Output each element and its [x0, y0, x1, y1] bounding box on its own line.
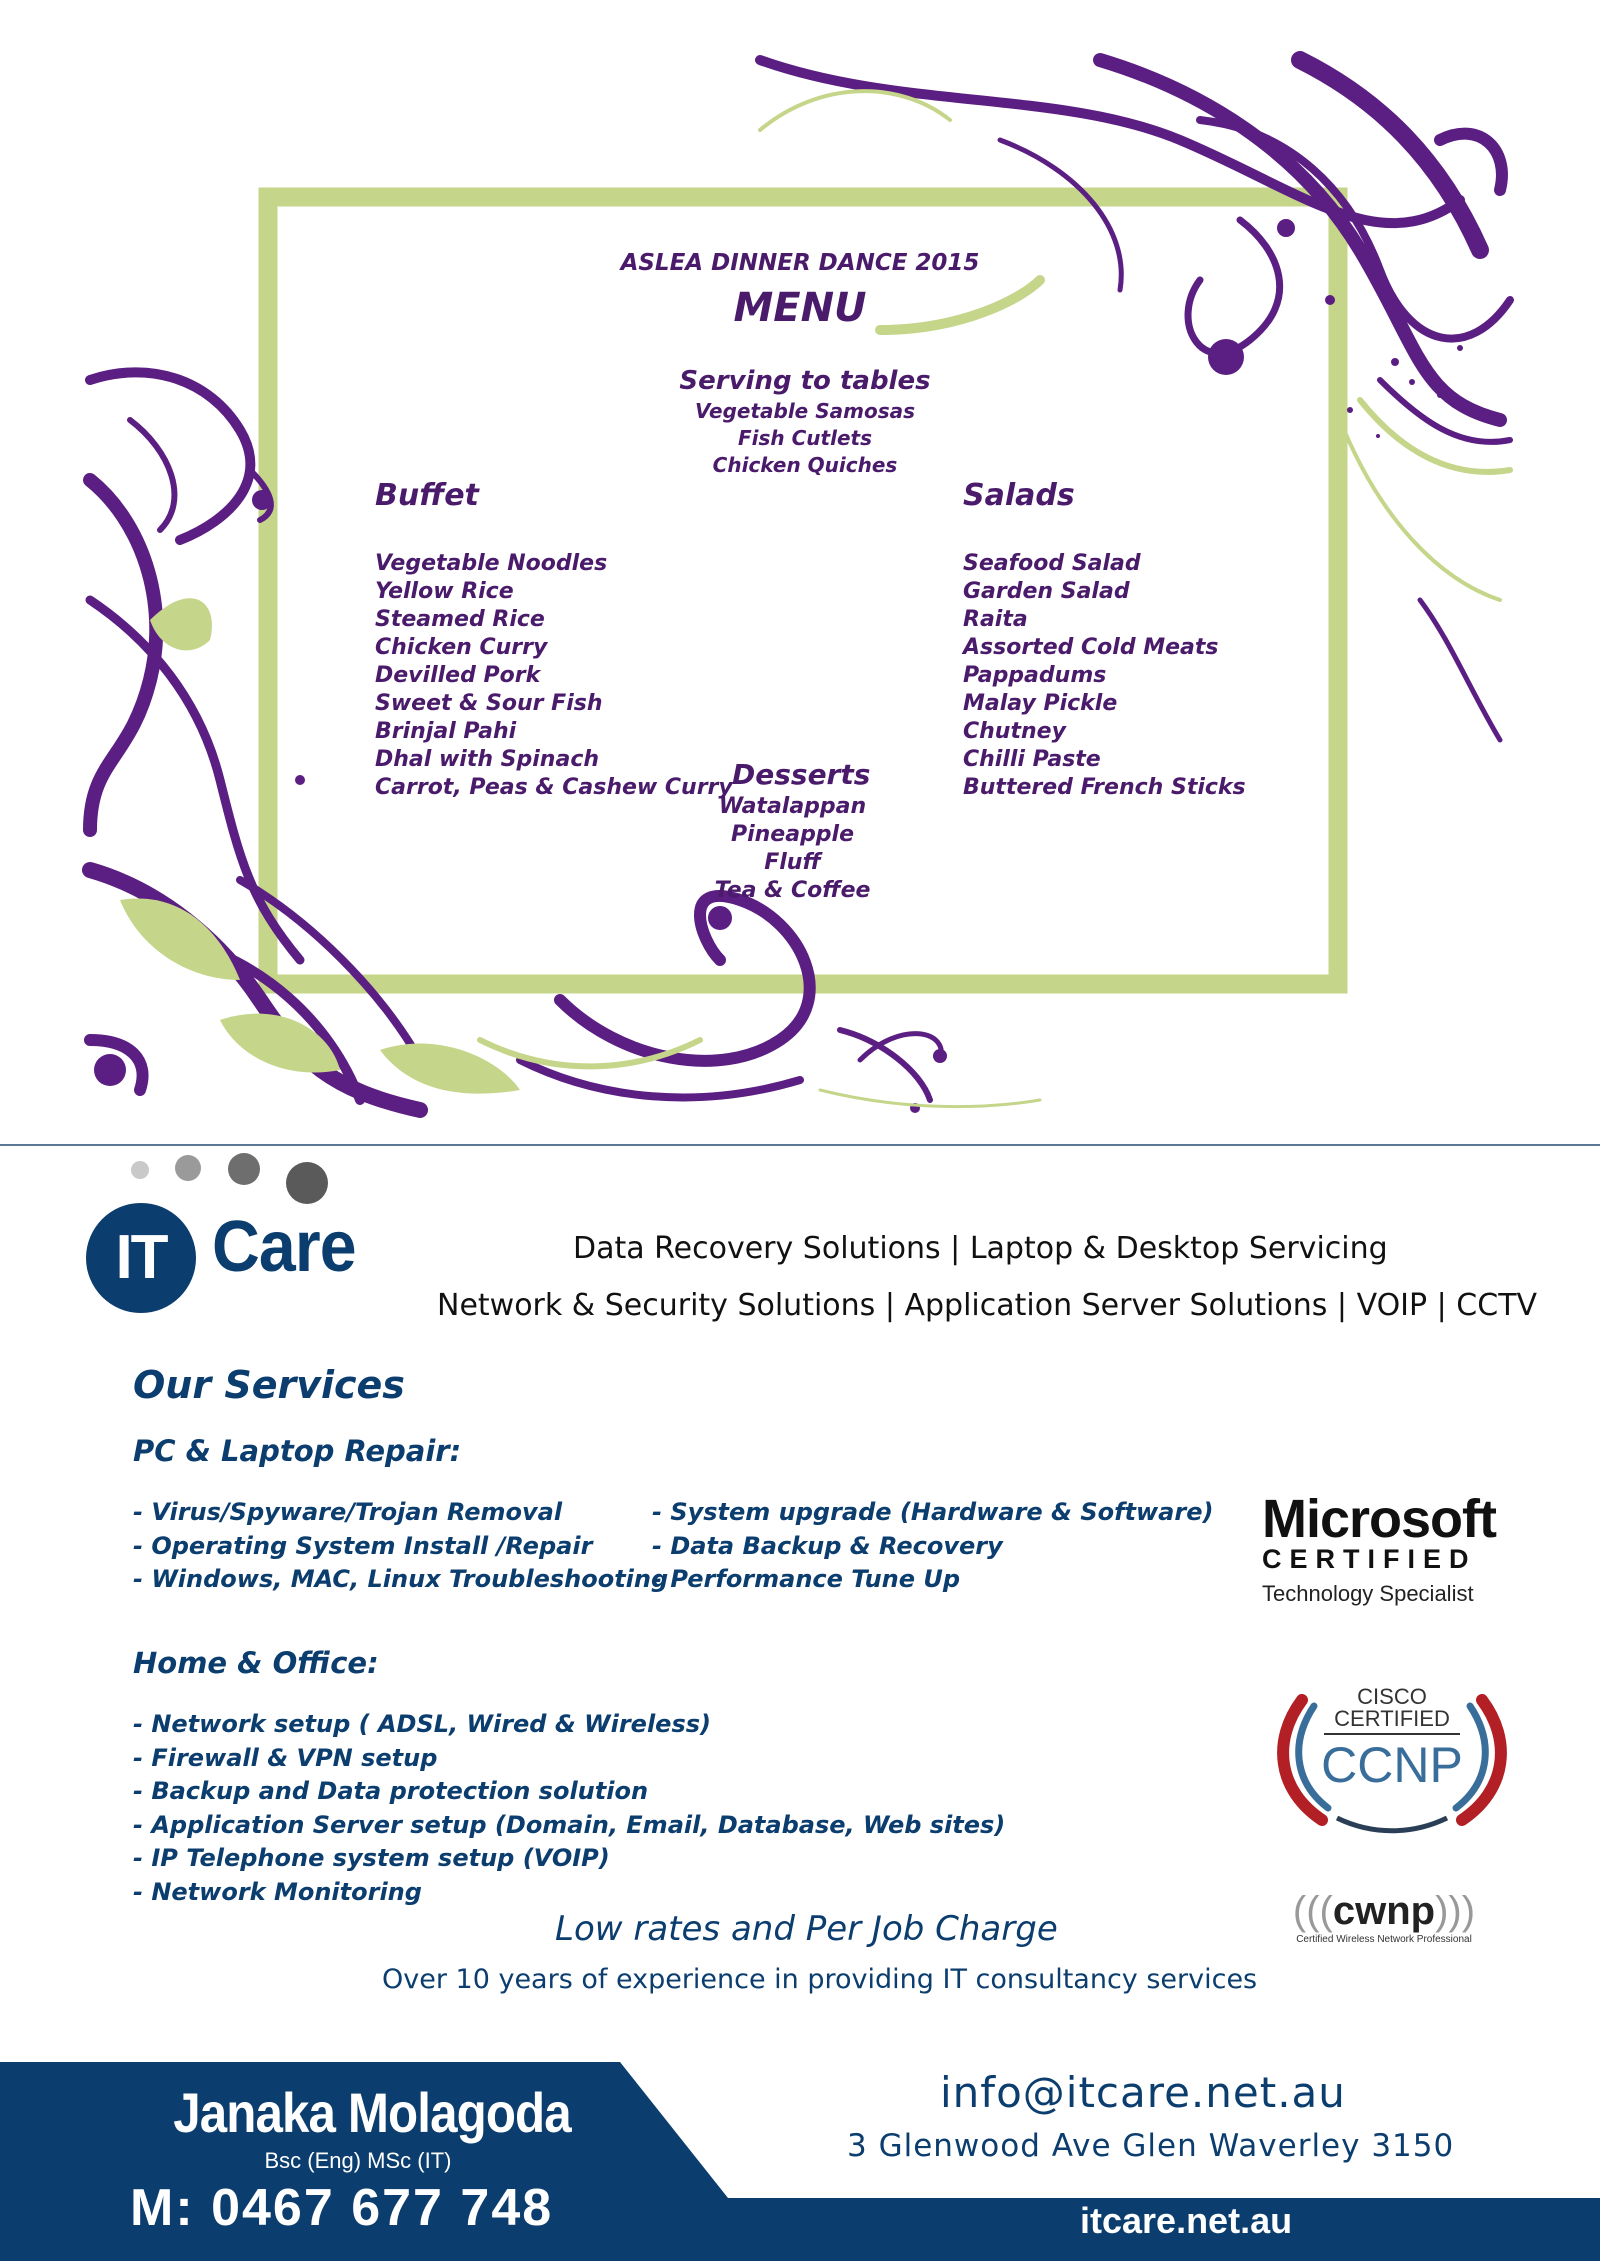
- list-item: Chilli Paste: [963, 747, 1101, 772]
- microsoft-name: Microsoft: [1262, 1489, 1496, 1549]
- list-item: Tea & Coffee: [714, 878, 871, 903]
- list-item: Vegetable Samosas: [694, 399, 915, 423]
- salads-title: Salads: [963, 478, 1075, 513]
- list-item: Pineapple Fluff: [730, 822, 855, 875]
- list-item: Devilled Pork: [375, 663, 541, 688]
- list-item: Chicken Curry: [375, 635, 548, 660]
- list-item: Chicken Quiches: [712, 453, 898, 477]
- list-item: Assorted Cold Meats: [963, 635, 1219, 660]
- list-item: Watalappan: [718, 794, 867, 819]
- list-item: - Performance Tune Up: [652, 1565, 961, 1593]
- list-item: Dhal with Spinach: [375, 747, 600, 772]
- desserts-list: [700, 793, 885, 905]
- tagline-line2: Network & Security Solutions | Application Server Solutions | VOIP | CCTV: [437, 1288, 1538, 1323]
- home-office-list: [133, 1708, 1005, 1909]
- list-item: Sweet & Sour Fish: [375, 691, 603, 716]
- itcare-logo-mark: IT: [86, 1203, 196, 1313]
- list-item: Vegetable Noodles: [375, 551, 608, 576]
- buffet-title: Buffet: [375, 478, 479, 513]
- logo-dot: [228, 1153, 260, 1185]
- cisco-certified: CERTIFIED: [1334, 1706, 1450, 1731]
- cwnp-name: cwnp: [1332, 1889, 1436, 1933]
- logo-dot: [286, 1162, 328, 1204]
- list-item: Buttered French Sticks: [963, 775, 1246, 800]
- microsoft-certified: CERTIFIED: [1262, 1544, 1477, 1574]
- contact-mobile: M: 0467 677 748: [130, 2179, 554, 2237]
- contact-address: 3 Glenwood Ave Glen Waverley 3150: [847, 2128, 1455, 2164]
- list-item: Pappadums: [963, 663, 1107, 688]
- list-item: Malay Pickle: [963, 691, 1118, 716]
- list-item: - System upgrade (Hardware & Software): [652, 1498, 1214, 1526]
- microsoft-specialist: Technology Specialist: [1262, 1581, 1474, 1606]
- list-item: - Data Backup & Recovery: [652, 1531, 1003, 1560]
- list-item: - Application Server setup (Domain, Email, Database, Web sites): [133, 1810, 1006, 1839]
- list-item: - Backup and Data protection solution: [133, 1777, 649, 1805]
- serving-title: Serving to tables: [679, 366, 931, 396]
- list-item: Brinjal Pahi: [375, 719, 517, 744]
- pc-repair-right-list: [652, 1496, 1213, 1597]
- wireless-waves-right-icon: ))): [1435, 1889, 1476, 1933]
- section-divider: [0, 1144, 1600, 1146]
- list-item: Carrot, Peas & Cashew Curry: [375, 775, 733, 800]
- promo-line2: Over 10 years of experience in providing IT consultancy services: [382, 1964, 1258, 1995]
- list-item: - Network setup ( ADSL, Wired & Wireless): [133, 1710, 711, 1738]
- cisco-top: CISCO: [1357, 1684, 1427, 1709]
- pc-repair-left-list: [133, 1496, 668, 1597]
- list-item: Fish Cutlets: [738, 426, 872, 450]
- website-link[interactable]: itcare.net.au: [1080, 2200, 1293, 2241]
- list-item: Steamed Rice: [375, 607, 545, 632]
- list-item: - Firewall & VPN setup: [133, 1743, 438, 1772]
- cwnp-tagline: Certified Wireless Network Professional: [1296, 1934, 1472, 1945]
- home-office-title: Home & Office:: [133, 1646, 379, 1680]
- desserts-title: Desserts: [732, 758, 871, 791]
- buffet-list: [375, 550, 733, 802]
- event-title: ASLEA DINNER DANCE 2015: [620, 250, 980, 276]
- contact-name: Janaka Molagoda: [173, 2081, 571, 2144]
- logo-dot: [131, 1161, 149, 1179]
- services-title: Our Services: [133, 1363, 405, 1407]
- logo-dot: [175, 1155, 201, 1181]
- serving-list: [660, 398, 950, 479]
- contact-email[interactable]: info@itcare.net.au: [940, 2068, 1346, 2117]
- list-item: Seafood Salad: [963, 551, 1141, 576]
- pc-repair-title: PC & Laptop Repair:: [133, 1434, 462, 1468]
- list-item: Chutney: [963, 719, 1066, 744]
- list-item: - IP Telephone system setup (VOIP): [133, 1844, 610, 1872]
- menu-heading: MENU: [733, 285, 867, 331]
- cisco-level: CCNP: [1321, 1737, 1463, 1793]
- salads-list: [963, 550, 1246, 802]
- list-item: - Network Monitoring: [133, 1877, 422, 1906]
- list-item: Garden Salad: [963, 579, 1130, 604]
- list-item: - Operating System Install /Repair: [133, 1531, 593, 1560]
- list-item: Raita: [963, 607, 1028, 632]
- list-item: - Virus/Spyware/Trojan Removal: [133, 1498, 563, 1526]
- cwnp-badge: [1284, 1888, 1484, 1945]
- wireless-waves-left-icon: (((: [1292, 1889, 1333, 1933]
- list-item: - Windows, MAC, Linux Troubleshooting: [133, 1565, 669, 1593]
- itcare-logo-word: Care: [212, 1207, 356, 1287]
- cisco-ccnp-badge: [1262, 1670, 1522, 1840]
- contact-credentials: Bsc (Eng) MSc (IT): [264, 2148, 452, 2173]
- list-item: Yellow Rice: [375, 579, 514, 604]
- promo-line1: Low rates and Per Job Charge: [555, 1909, 1058, 1949]
- microsoft-certified-badge: [1262, 1488, 1522, 1607]
- tagline-line1: Data Recovery Solutions | Laptop & Desktop Servicing: [573, 1231, 1388, 1266]
